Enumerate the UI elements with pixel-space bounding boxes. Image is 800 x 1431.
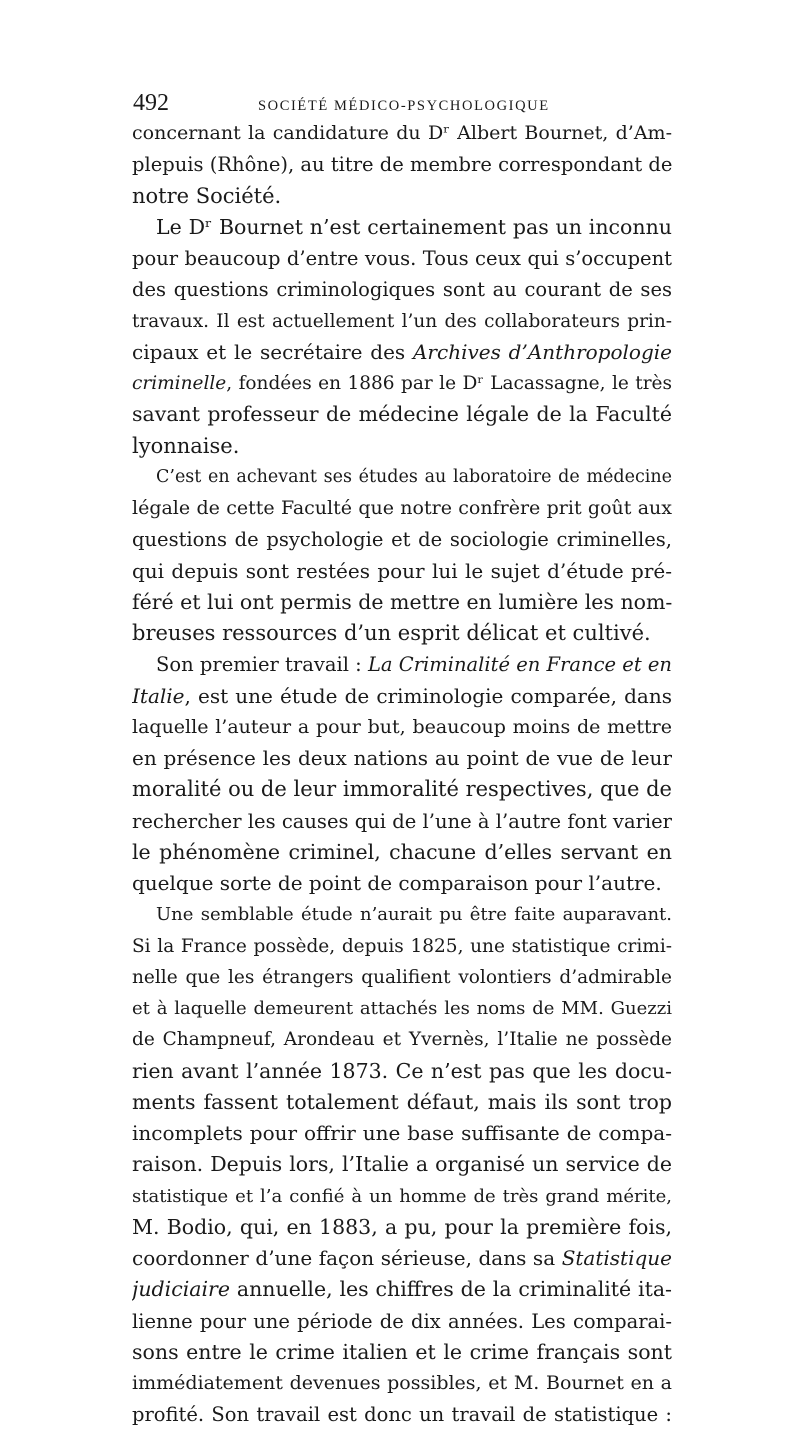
text-line: judiciaire annuelle, les chiffres de la criminalité ita- (132, 1277, 672, 1302)
text-line: M. Bodio, qui, en 1883, a pu, pour la première fois, (132, 1214, 672, 1239)
text-line: en présence les deux nations au point de vue de leur (132, 746, 672, 770)
text-line: incomplets pour offrir une base suffisante de compa- (132, 1121, 672, 1145)
text-line: cipaux et le secrétaire des Archives d’Anthropologie (132, 339, 672, 364)
text-line: rien avant l’année 1873. Ce n’est pas que les docu- (132, 1058, 672, 1083)
text-line: lienne pour une période de dix années. Les comparai- (132, 1309, 672, 1333)
italic-title: judiciaire (132, 1277, 230, 1302)
text-line: et à laquelle demeurent attachés les noms de MM. Guezzi (132, 998, 672, 1019)
text-line: Italie, est une étude de criminologie comparée, dans (132, 683, 672, 708)
text-line: criminelle, fondées en 1886 par le Dʳ Lacassagne, le très (132, 373, 672, 394)
italic-title: criminelle (132, 373, 227, 394)
text-line: Si la France possède, depuis 1825, une statistique crimi- (132, 935, 672, 957)
text-line: moralité ou de leur immoralité respectives, que de (132, 777, 672, 802)
text-line: de Champneuf, Arondeau et Yvernès, l’Italie ne possède (132, 1029, 672, 1051)
text-line: qui depuis sont restées pour lui le sujet d’étude pré- (132, 558, 672, 583)
text-line: quelque sorte de point de comparaison pour l’autre. (132, 871, 662, 895)
page-number: 492 (133, 90, 169, 116)
text-line: immédiatement devenues possibles, et M. Bournet en a (132, 1372, 672, 1394)
text-line: ments fassent totalement défaut, mais ils sont trop (132, 1089, 672, 1114)
text-line: sons entre le crime italien et le crime français sont (132, 1339, 672, 1364)
text-line: Son premier travail : La Criminalité en France et en (156, 653, 672, 677)
text-line: C’est en achevant ses études au laboratoire de médecine (156, 466, 672, 487)
text-line: profité. Son travail est donc un travail de statistique : (132, 1403, 672, 1427)
text-line: pour beaucoup d’entre vous. Tous ceux qui s’occupent (132, 247, 672, 270)
text-line: notre Société. (132, 183, 282, 208)
text-line: Une semblable étude n’aurait pu être faite auparavant. (156, 904, 672, 926)
text-line: travaux. Il est actuellement l’un des collaborateurs prin- (132, 310, 672, 332)
text-line: concernant la candidature du Dʳ Albert Bournet, d’Am- (132, 122, 672, 144)
text-line: questions de psychologie et de sociologie criminelles, (132, 528, 672, 552)
text-line: des questions criminologiques sont au courant de ses (132, 278, 672, 302)
text-line: raison. Depuis lors, l’Italie a organisé un service de (132, 1152, 672, 1177)
text-line: rechercher les causes qui de l’une à l’autre font varier (132, 809, 672, 833)
text-line: nelle que les étrangers qualifient volontiers d’admirable (132, 966, 672, 988)
text-line: savant professeur de médecine légale de la Faculté (132, 402, 672, 427)
body-text (132, 118, 672, 1431)
text-line: breuses ressources d’un esprit délicat et cultivé. (132, 621, 651, 645)
text-line: laquelle l’auteur a pour but, beaucoup moins de mettre (132, 715, 672, 738)
running-title: SOCIÉTÉ MÉDICO-PSYCHOLOGIQUE (258, 98, 550, 114)
italic-title: Statistique (561, 1246, 672, 1270)
italic-title: La Criminalité en France et en (367, 653, 672, 677)
italic-title: Italie (132, 683, 185, 708)
running-head (133, 88, 673, 118)
text-line: statistique et l’a confié à un homme de très grand mérite, (132, 1185, 672, 1207)
italic-title: Archives d’Anthropologie (412, 339, 672, 364)
text-line: Le Dʳ Bournet n’est certainement pas un inconnu (156, 214, 672, 239)
text-line: féré et lui ont permis de mettre en lumière les nom- (132, 589, 672, 614)
text-line: lyonnaise. (132, 433, 240, 458)
text-line: plepuis (Rhône), au titre de membre correspondant de (132, 153, 672, 177)
text-line: légale de cette Faculté que notre confrère prit goût aux (132, 497, 672, 519)
text-line: coordonner d’une façon sérieuse, dans sa Statistique (132, 1246, 672, 1270)
text-line: le phénomène criminel, chacune d’elles servant en (132, 839, 672, 864)
